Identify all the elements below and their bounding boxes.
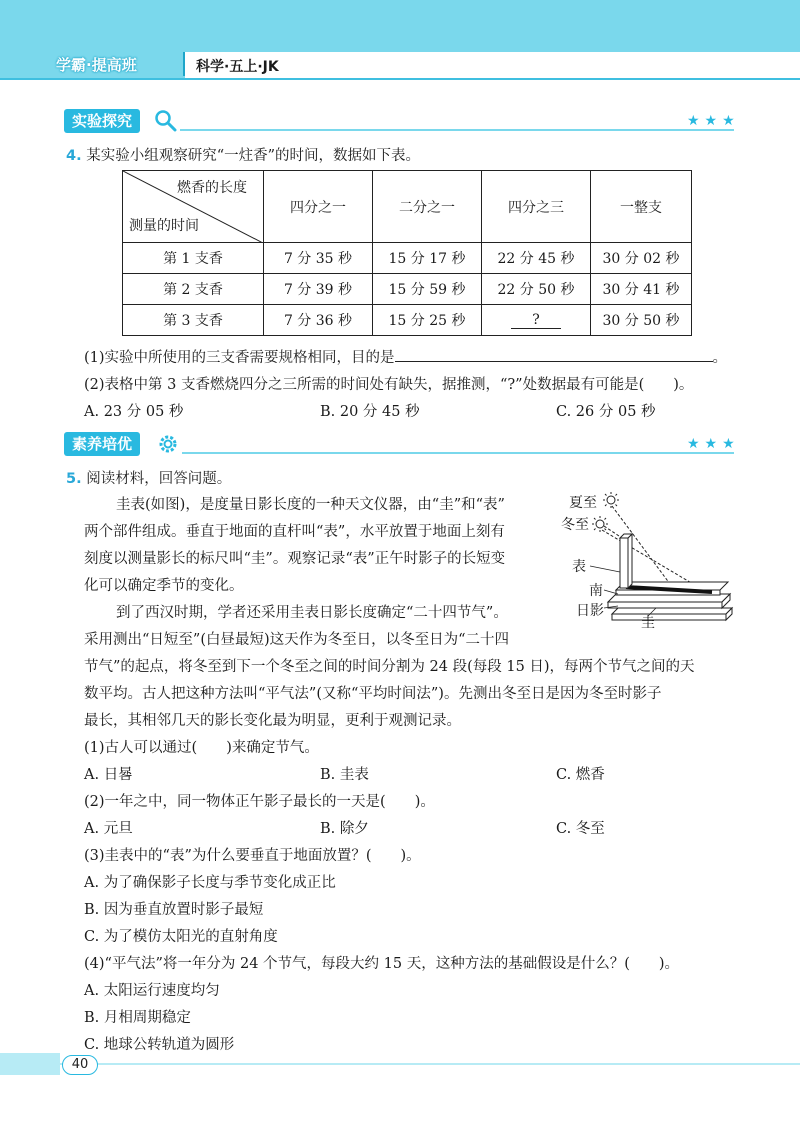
q4-sub1 [84,346,727,367]
section-badge-literacy [64,432,140,456]
section-rule-literacy [182,452,734,454]
q5-sub3-option-a[interactable]: A. 为了确保影子长度与季节变化成正比 [84,875,336,891]
page-number: 40 [62,1055,98,1075]
q5-sub3-stem: (3)圭表中的“表”为什么要垂直于地面放置？( )。 [84,848,421,864]
label-winter-solstice: 冬至 [561,517,589,533]
q4-stem-line [66,144,420,165]
burn-time-table [122,170,692,336]
biao-pole [620,534,632,588]
label-biao: 表 [572,559,586,575]
footer-band [0,1053,60,1075]
section-badge-experiment [64,109,140,133]
corner-top-label: 燃香的长度 [177,180,247,196]
passage-line: 数平均。古人把这种方法叫“平气法”(又称“平均时间法”)。先测出冬至日是因为冬至时影子 [84,686,662,702]
q5-sub3-option-b[interactable]: B. 因为垂直放置时影子最短 [84,902,264,918]
q4-option-c[interactable]: C. 26 分 05 秒 [556,404,656,420]
q4-option-b[interactable]: B. 20 分 45 秒 [320,404,420,420]
corner-bottom-label: 测量的时间 [129,218,199,234]
label-south: 南 [589,583,603,599]
passage-line: 刻度以测量影长的标尺叫“圭”。观察记录“表”正午时影子的长短变 [84,551,506,567]
column-header: 二分之一 [373,171,482,243]
table-corner-cell [123,171,264,243]
missing-value-cell[interactable] [482,305,591,336]
q5-sub1-option-a[interactable]: A. 日晷 [84,767,133,783]
label-summer-solstice: 夏至 [569,495,597,511]
q5-sub2-stem: (2)一年之中，同一物体正午影子最长的一天是( )。 [84,794,435,810]
table-header-row [123,171,692,243]
passage-line: 圭表(如图)，是度量日影长度的一种天文仪器，由“圭”和“表” [116,497,505,513]
q5-sub1-stem: (1)古人可以通过( )来确定节气。 [84,740,319,756]
column-header: 四分之一 [264,171,373,243]
sun-icon [603,492,619,508]
passage-line: 最长，其相邻几天的影长变化最为明显，更利于观测记录。 [84,713,461,729]
footer-rule [60,1063,800,1065]
table-cell: 15 分 25 秒 [373,305,482,336]
column-header: 一整支 [591,171,692,243]
label-shadow: 日影 [576,603,604,619]
q5-stem-line [66,467,231,488]
q5-sub2-option-b[interactable]: B. 除夕 [320,821,369,837]
q4-sub2: (2)表格中第 3 支香燃烧四分之三所需的时间处有缺失，据推测，“?”处数据最有可能是( )。 [84,377,694,393]
q4-number: 4. [66,148,82,164]
table-row [123,274,692,305]
label-gui: 圭 [641,615,655,631]
q4-stem: 某实验小组观察研究“一炷香”的时间，数据如下表。 [86,148,421,164]
table-cell: 30 分 50 秒 [591,305,692,336]
row-label: 第 1 支香 [123,243,264,274]
sun-icon [592,516,608,532]
row-label: 第 2 支香 [123,274,264,305]
q5-sub4-option-a[interactable]: A. 太阳运行速度均匀 [84,983,220,999]
q5-sub4-option-b[interactable]: B. 月相周期稳定 [84,1010,191,1026]
passage-line: 采用测出“日短至”(白昼最短)这天作为冬至日，以冬至日为“二十四 [84,632,510,648]
q4-sub1-text: (1)实验中所使用的三支香需要规格相同，目的是 [84,350,395,366]
column-header: 四分之三 [482,171,591,243]
section-rule-experiment [180,129,734,131]
table-row [123,305,692,336]
q5-sub1-option-b[interactable]: B. 圭表 [320,767,369,783]
missing-value-blank: ? [511,312,561,329]
passage-line: 化可以确定季节的变化。 [84,578,244,594]
table-cell: 22 分 50 秒 [482,274,591,305]
table-cell: 30 分 02 秒 [591,243,692,274]
passage-line: 到了西汉时期，学者还采用圭表日影长度确定“二十四节气”。 [116,605,508,621]
q5-stem: 阅读材料，回答问题。 [86,471,232,487]
q5-sub3-option-c[interactable]: C. 为了模仿太阳光的直射角度 [84,929,278,945]
table-cell: 15 分 59 秒 [373,274,482,305]
brand-divider [183,52,185,76]
row-label: 第 3 支香 [123,305,264,336]
q5-sub2-option-c[interactable]: C. 冬至 [556,821,605,837]
brand-title: 学霸·提高班 [56,56,137,74]
gear-icon [156,432,180,456]
subject-label: 科学·五上·JK [196,59,279,75]
q5-sub4-stem: (4)“平气法”将一年分为 24 个节气，每段大约 15 天，这种方法的基础假设是什么？( )。 [84,956,680,972]
q4-sub1-answer-blank[interactable] [395,347,713,362]
table-cell: 7 分 36 秒 [264,305,373,336]
q5-sub4-option-c[interactable]: C. 地球公转轨道为圆形 [84,1037,235,1053]
table-row [123,243,692,274]
q4-option-a[interactable]: A. 23 分 05 秒 [84,404,184,420]
table-cell: 15 分 17 秒 [373,243,482,274]
passage-line: 两个部件组成。垂直于地面的直杆叫“表”，水平放置于地面上刻有 [84,524,505,540]
q5-sub1-option-c[interactable]: C. 燃香 [556,767,605,783]
q4-sub1-end: 。 [712,350,728,366]
difficulty-stars: ★★★ [687,436,740,452]
header-rule [0,78,800,80]
q5-sub2-option-a[interactable]: A. 元旦 [84,821,133,837]
table-cell: 7 分 39 秒 [264,274,373,305]
section-title-literacy: 素养培优 [72,435,133,453]
difficulty-stars: ★★★ [687,113,740,129]
table-cell: 22 分 45 秒 [482,243,591,274]
passage-line: 节气”的起点，将冬至到下一个冬至之间的时间分割为 24 段(每段 15 日)，每两个节气之间的天 [84,659,695,675]
magnifier-icon [153,108,179,134]
section-title-experiment: 实验探究 [72,112,133,130]
table-cell: 30 分 41 秒 [591,274,692,305]
table-cell: 7 分 35 秒 [264,243,373,274]
q5-number: 5. [66,471,82,487]
